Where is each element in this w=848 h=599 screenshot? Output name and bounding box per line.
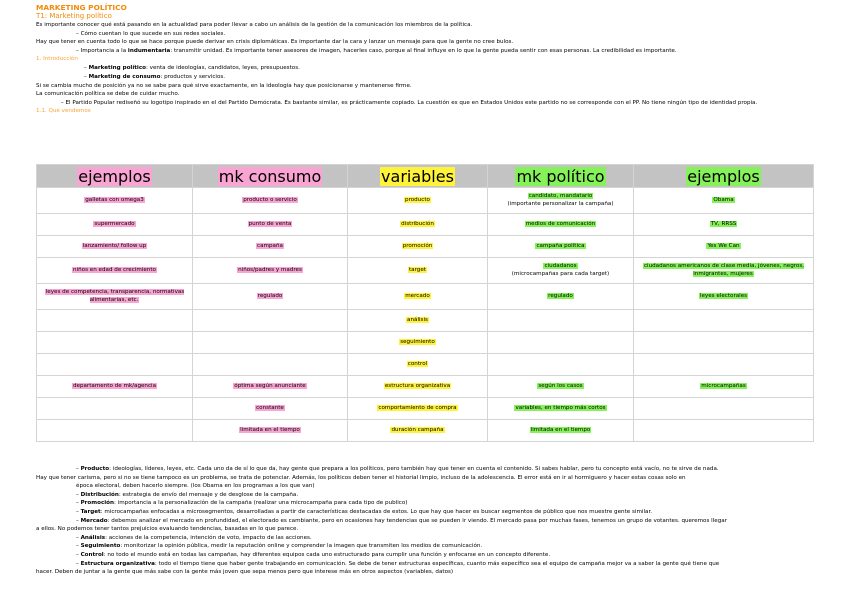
cell-mk-politico-note: (importante personalizar la campaña) [507,200,614,207]
intro-line-2: – Cómo cuentan lo que sucede en sus redes sociales. [76,30,226,37]
cell-ejemplos-consumo-text: galletas con omega3 [85,196,144,203]
cell-variable-text: duración campaña [391,426,444,433]
section-introduccion: 1. Introducción [36,56,78,63]
cell-ejemplos-consumo-text: lanzamiento/ follow up [82,242,147,249]
cell-variable [348,258,488,284]
cell-ejemplos-consumo [37,332,193,354]
note-target: – Target: microcampañas enfocadas a microsegmentos, desarrolladas a partir de características destacadas de estos. Lo que hay que hacer es buscar segmentos de público que nos muestre gente similar. [76,508,653,515]
cell-ejemplos-consumo [37,188,193,214]
cell-variable [348,188,488,214]
cell-mk-politico [488,310,634,332]
cell-ejemplos-politico [634,284,814,310]
note-promocion: – Promoción: importancia a la personalización de la campaña (realizar una microcampaña para cada tipo de publico) [76,500,408,507]
note-estructura: – Estructura organizativa: todo el tiempo tiene que haber gente trabajando en comunicación. Se debe de tener estructuras específicas, cuanto más específico sea el equipo de campaña mejor va a saber la gente qué tiene que [76,560,720,567]
intro-line-3: Hay que tener en cuenta todo lo que se hace porque puede derivar en crisis diplomáticas. Es importante dar la cara y lanzar un mensaje para que la gente no cree bulos. [36,39,514,46]
cell-variable-text: comportamiento de compra [378,404,457,411]
cell-mk-consumo [193,420,348,442]
cell-mk-politico [488,354,634,376]
header-mk-consumo: mk consumo [193,165,348,188]
cell-ejemplos-politico [634,188,814,214]
cell-mk-consumo-text: limitada en el tiempo [240,426,300,433]
cell-variable [348,420,488,442]
table-row [37,258,814,284]
cell-mk-politico-text: ciudadanos [544,262,577,269]
note-producto-2: Hay que tener carisma, pero si no se tiene tampoco es un problema, se trata de potenciar. Además, los políticos deben tener el historial limpio, incluso de la adolescencia. El error está en ir al hormiguero y hacer estas cosas solo en [36,474,686,481]
cell-mk-politico [488,420,634,442]
cell-ejemplos-consumo [37,398,193,420]
cell-mk-politico [488,214,634,236]
note-producto-3: época electoral, deben hacerlo siempre. (los Obama en los programas a los que van) [76,483,315,490]
note-distribucion: – Distribución: estrategia de envío del mensaje y de desglose de la campaña. [76,491,299,498]
note-mercado: – Mercado: debemos analizar el mercado en profundidad, el electorado es cambiante, pero en ocasiones hay tendencias que se pueden ir viendo. El mercado pasa por muchas fases, tenemos un grupo de votantes. queremos llegar [76,517,727,524]
cell-mk-consumo [193,236,348,258]
cell-ejemplos-politico [634,214,814,236]
paragraph-posicion: Si se cambia mucho de posición ya no se sabe para qué sirve exactamente, en la ideología hay que posicionarse y mantenerse firme. [36,82,412,89]
cell-mk-consumo-text: niños/padres y madres [238,266,302,273]
cell-mk-politico-text: limitada en el tiempo [530,426,591,433]
note-producto: – Producto: ideologías, líderes, leyes, etc. Cada uno da de sí lo que da, hay gente que prepara a los políticos, pero también hay que tener en cuenta el contenido. Si sabes hablar, pero tu concepto está vacío, no te sirve de nada. [76,466,719,472]
cell-ejemplos-consumo-text: supermercado [94,220,135,227]
cell-ejemplos-consumo-text: niños en edad de crecimiento [73,266,156,273]
cell-mk-politico-note: (microcampañas para cada target) [511,270,610,277]
note-analisis: – Análisis: acciones de la competencia, intención de voto, impacto de las acciones. [76,534,312,541]
cell-ejemplos-consumo [37,236,193,258]
cell-mk-consumo [193,332,348,354]
table-row [37,376,814,398]
cell-ejemplos-consumo [37,420,193,442]
cell-variable [348,310,488,332]
doc-title: MARKETING POLÍTICO [36,3,127,12]
table-row [37,354,814,376]
cell-variable-text: seguimiento [400,338,435,345]
cell-mk-politico-text: variables, en tiempo más cortos [515,404,606,411]
cell-mk-politico-text: candidato, mandatario [528,192,593,199]
cell-ejemplos-politico [634,310,814,332]
cell-ejemplos-politico-text: leyes electorales [699,292,748,299]
comparison-table [36,164,814,442]
cell-mk-politico [488,258,634,284]
paragraph-comunicacion: La comunicación política se debe de cuidar mucho. [36,91,180,98]
cell-ejemplos-politico [634,332,814,354]
cell-ejemplos-politico-text: ciudadanos americanos de clase media, jóvenes, negros, inmigrantes, mujeres [643,262,805,277]
table-row [37,284,814,310]
cell-ejemplos-consumo-text: departamento de mk/agencia [72,382,157,389]
cell-mk-politico [488,332,634,354]
cell-variable-text: target [408,266,426,273]
cell-variable [348,398,488,420]
cell-ejemplos-politico [634,398,814,420]
note-mercado-2: a ellos. No podemos tener tantos prejuicios evaluando tendencias, basadas en lo que parece. [36,526,299,533]
mk-politico-line: – Marketing político: venta de ideologías, candidatos, leyes, presupuestos. [84,65,300,72]
cell-mk-consumo [193,376,348,398]
cell-mk-consumo-text: campaña [257,242,283,249]
table-row [37,420,814,442]
note-control: – Control: no todo el mundo está en todas las campañas, hay diferentes equipos cada uno estructurado para cumplir una función y enfocarse en un concepto diferente. [76,551,551,558]
cell-mk-consumo [193,310,348,332]
cell-mk-consumo-text: producto o servicio [243,196,297,203]
cell-ejemplos-politico-text: Obama [713,196,734,203]
cell-ejemplos-politico [634,420,814,442]
cell-variable [348,376,488,398]
cell-ejemplos-politico [634,354,814,376]
cell-mk-politico [488,284,634,310]
cell-mk-consumo [193,214,348,236]
cell-ejemplos-politico-text: TV, RRSS [710,220,737,227]
doc-subtitle: T1: Marketing político [36,12,112,20]
notes-section [36,465,816,577]
cell-mk-consumo-text: constante [256,404,284,411]
cell-ejemplos-politico-text: microcampañas [701,382,746,389]
cell-mk-politico [488,398,634,420]
cell-variable [348,284,488,310]
cell-mk-consumo [193,398,348,420]
cell-mk-politico-text: campaña política [536,242,585,249]
cell-ejemplos-politico [634,236,814,258]
cell-ejemplos-consumo-text: leyes de competencia, transparencia, normativas alimentarias, etc. [45,288,185,303]
cell-variable-text: mercado [405,292,430,299]
cell-mk-politico-text: según los casos [538,382,583,389]
cell-ejemplos-consumo [37,310,193,332]
cell-mk-politico-text: medios de comunicación [525,220,596,227]
intro-line-1: Es importante conocer qué está pasando en la actualidad para poder llevar a cabo un análisis de la gestión de la comunicación los miembros de la política. [36,22,473,28]
table-header-row [37,165,814,188]
table-row [37,214,814,236]
cell-mk-consumo-text: regulado [257,292,283,299]
table-row [37,310,814,332]
cell-variable [348,236,488,258]
header-mk-politico: mk político [488,165,634,188]
cell-ejemplos-politico [634,376,814,398]
indumentaria-line: – Importancia a la indumentaria: transmitir unidad. Es importante tener asesores de imagen, hacerles caso, porque al final influye en lo que la gente pueda sentir con esas personas. La credibilidad es importante. [76,47,677,54]
cell-mk-consumo [193,258,348,284]
table-row [37,332,814,354]
cell-mk-politico [488,188,634,214]
section-que-vendemos: 1.1. Qué vendemos [36,108,91,115]
cell-variable [348,332,488,354]
cell-ejemplos-consumo [37,258,193,284]
paragraph-pp: – El Partido Popular rediseñó su logotipo inspirado en el del Partido Demócrata. Es bastante similar, es prácticamente copiado. La cuestión es que en Estados Unidos este partido no se corresponde con el PP. No tiene ningún tipo de identidad propia. [36,99,758,106]
cell-mk-politico [488,376,634,398]
cell-variable-text: distribución [401,220,434,227]
cell-mk-politico-text: regulado [548,292,573,299]
cell-mk-consumo [193,284,348,310]
cell-ejemplos-consumo [37,376,193,398]
header-ejemplos-consumo: ejemplos [37,165,193,188]
header-variables: variables [348,165,488,188]
cell-ejemplos-politico-text: Yes We Can [707,242,740,249]
cell-variable [348,354,488,376]
cell-mk-consumo-text: punto de venta [248,220,292,227]
cell-variable [348,214,488,236]
cell-variable-text: promoción [402,242,433,249]
cell-variable-text: estructura organizativa [384,382,451,389]
cell-mk-politico [488,236,634,258]
cell-ejemplos-consumo [37,354,193,376]
note-seguimiento: – Seguimiento: monitorizar la opinión pública, medir la reputación online y comprender la imagen que transmiten los medios de comunicación. [76,543,483,550]
cell-mk-consumo [193,354,348,376]
table-row [37,236,814,258]
cell-ejemplos-politico [634,258,814,284]
note-estructura-2: hacer. Deben de juntar a la gente que más sabe con la gente más joven que sepa menos pero que interese más en otros aspectos (variables, datos) [36,569,454,576]
cell-ejemplos-consumo [37,284,193,310]
cell-variable-text: control [407,360,428,367]
table-row [37,398,814,420]
mk-consumo-line: – Marketing de consumo: productos y servicios. [84,73,226,80]
cell-mk-consumo-text: óptima según anunciante [234,382,306,389]
cell-variable-text: producto [405,196,430,203]
table-row [37,188,814,214]
header-ejemplos-politico: ejemplos [634,165,814,188]
cell-mk-consumo [193,188,348,214]
cell-variable-text: análisis [407,316,428,323]
cell-ejemplos-consumo [37,214,193,236]
